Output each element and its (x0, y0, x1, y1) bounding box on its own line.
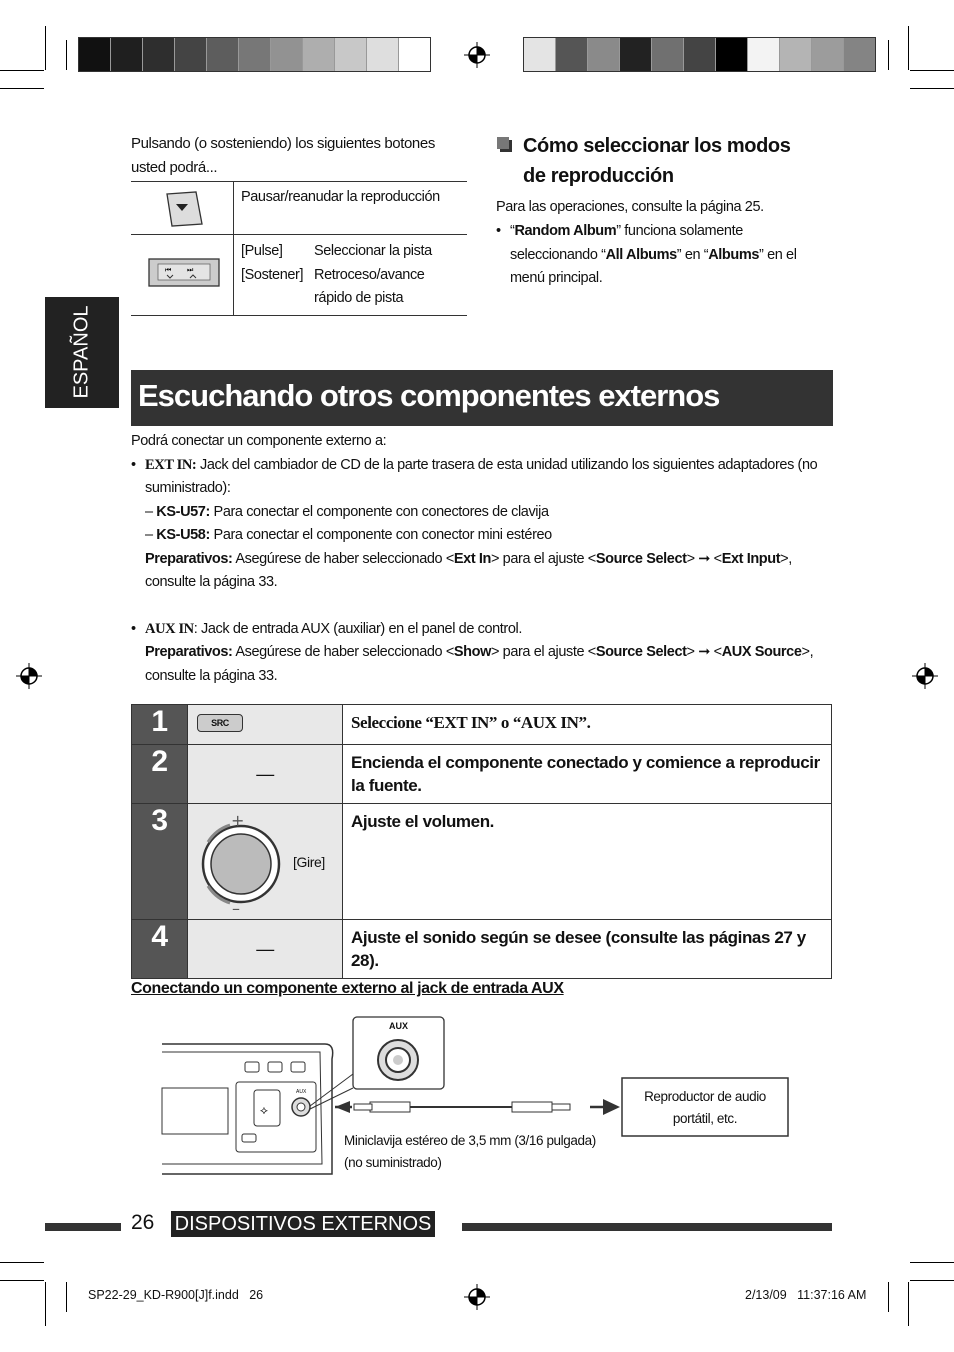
registration-mark-icon (464, 42, 490, 68)
color-bar-right (523, 37, 876, 72)
print-date: 2/13/09 11:37:16 AM (745, 1288, 867, 1302)
prep-ext: Preparativos: Asegúrese de haber seleccionado <Ext In> para el ajuste <Source Select> ➞ <Ext Input>, consulte la página 33. (145, 550, 792, 590)
footer-section: DISPOSITIVOS EXTERNOS (171, 1211, 435, 1237)
page-number: 26 (131, 1211, 155, 1234)
volume-knob-icon (194, 808, 294, 916)
ext-in-label: EXT IN: (145, 456, 197, 473)
intro-text: Pulsando (o sosteniendo) los siguientes botones usted podrá... (131, 135, 435, 176)
section-intro: Podrá conectar un componente externo a: (131, 433, 387, 449)
step-number: 3 (132, 804, 188, 920)
press-action: Seleccionar la pista (314, 243, 432, 259)
turn-label: [Gire] (293, 854, 325, 870)
unit-aux-label: AUX (296, 1089, 307, 1095)
player-label: Reproductor de audio portátil, etc. (644, 1089, 766, 1126)
step-number: 4 (132, 920, 188, 979)
zoom-aux-label: AUX (389, 1021, 409, 1031)
svg-text:⏮: ⏮ (165, 266, 172, 274)
step-row (132, 804, 832, 920)
hold-action: Retroceso/avance rápido de pista (314, 266, 425, 306)
step-number: 1 (132, 705, 188, 745)
skip-buttons-icon (148, 258, 220, 288)
src-button-icon: SRC (197, 714, 243, 732)
file-info: SP22-29_KD-R900[J]f.indd 26 (88, 1288, 264, 1302)
color-bar-left (78, 37, 431, 72)
button-table (131, 181, 467, 316)
prep-aux: Preparativos: Asegúrese de haber seleccionado <Show> para el ajuste <Source Select> ➞ <AUX Source>, consulte la página 33. (145, 644, 814, 684)
press-label: [Pulse] (241, 243, 283, 259)
ks-u58-label: KS-U58: (156, 527, 210, 543)
hold-label: [Sostener] (241, 266, 304, 283)
language-tab: ESPAÑOL (45, 297, 119, 408)
step-number: 2 (132, 745, 188, 804)
modes-bullet: • “Random Album” funciona solamente seleccionando “All Albums” en “Albums” en el menú principal. (496, 223, 797, 286)
step-row (132, 705, 832, 745)
aux-in-label: AUX IN (145, 620, 194, 637)
registration-mark-icon (16, 663, 42, 689)
step-row (132, 745, 832, 804)
svg-text:–: – (232, 899, 240, 916)
step-text: Seleccione “EXT IN” o “AUX IN”. (343, 705, 832, 745)
svg-text:⟡: ⟡ (260, 1103, 268, 1117)
section-title-band (131, 370, 833, 426)
aux-in-text: : Jack de entrada AUX (auxiliar) en el panel de control. (193, 620, 522, 637)
plug-caption: Miniclavija estéreo de 3,5 mm (3/16 pulgada) (no suministrado) (344, 1133, 596, 1170)
step-text: Encienda el componente conectado y comience a reproducir la fuente. (343, 745, 832, 804)
diagram-title: Conectando un componente externo al jack de entrada AUX (131, 980, 564, 997)
step-text: Ajuste el sonido según se desee (consulte las páginas 27 y 28). (343, 920, 832, 979)
section-title: Escuchando otros componentes externos (138, 378, 720, 413)
pause-action: Pausar/reanudar la reproducción (241, 189, 440, 205)
no-icon-dash: — (188, 920, 343, 979)
step-text: Ajuste el volumen. (343, 804, 832, 920)
modes-title: Cómo seleccionar los modos de reproducción (523, 135, 791, 187)
svg-text:⏭: ⏭ (187, 266, 194, 274)
ext-in-text: Jack del cambiador de CD de la parte trasera de esta unidad utilizando los siguientes adaptadores (no suministrado): (145, 456, 818, 496)
registration-mark-icon (464, 1284, 490, 1310)
steps-table (131, 704, 832, 979)
ks-u57-text: Para conectar el componente con conectores de clavija (213, 503, 549, 520)
no-icon-dash: — (188, 745, 343, 804)
modes-ref: Para las operaciones, consulte la página 25. (496, 199, 764, 215)
down-button-icon (164, 190, 204, 228)
registration-mark-icon (912, 663, 938, 689)
svg-text:+: + (231, 811, 245, 830)
section-body: Podrá conectar un componente externo a: • EXT IN: Jack del cambiador de CD de la parte trasera de esta unidad utilizando los siguientes adaptadores (no suministrado): – KS-U57: Para conectar el componente con conectores de clavija – KS-U58: Para conectar el componente con conector mini estéreo Preparativos: Asegúrese de haber seleccionado <Ext In> para el ajuste <Source Select> ➞ <Ext Input>, consulte la página 33. • AUX IN: Jack de entrada AUX (auxiliar) en el panel de control. Preparativos: Asegúrese de haber seleccionado <Show> para el ajuste <Source Select> ➞ <AUX Source>, consulte la página 33. (131, 430, 833, 688)
ks-u57-label: KS-U57: (156, 503, 210, 520)
ks-u58-text: Para conectar el componente con conector mini estéreo (213, 527, 552, 543)
square-bullet-icon (497, 137, 509, 149)
step-row (132, 920, 832, 979)
